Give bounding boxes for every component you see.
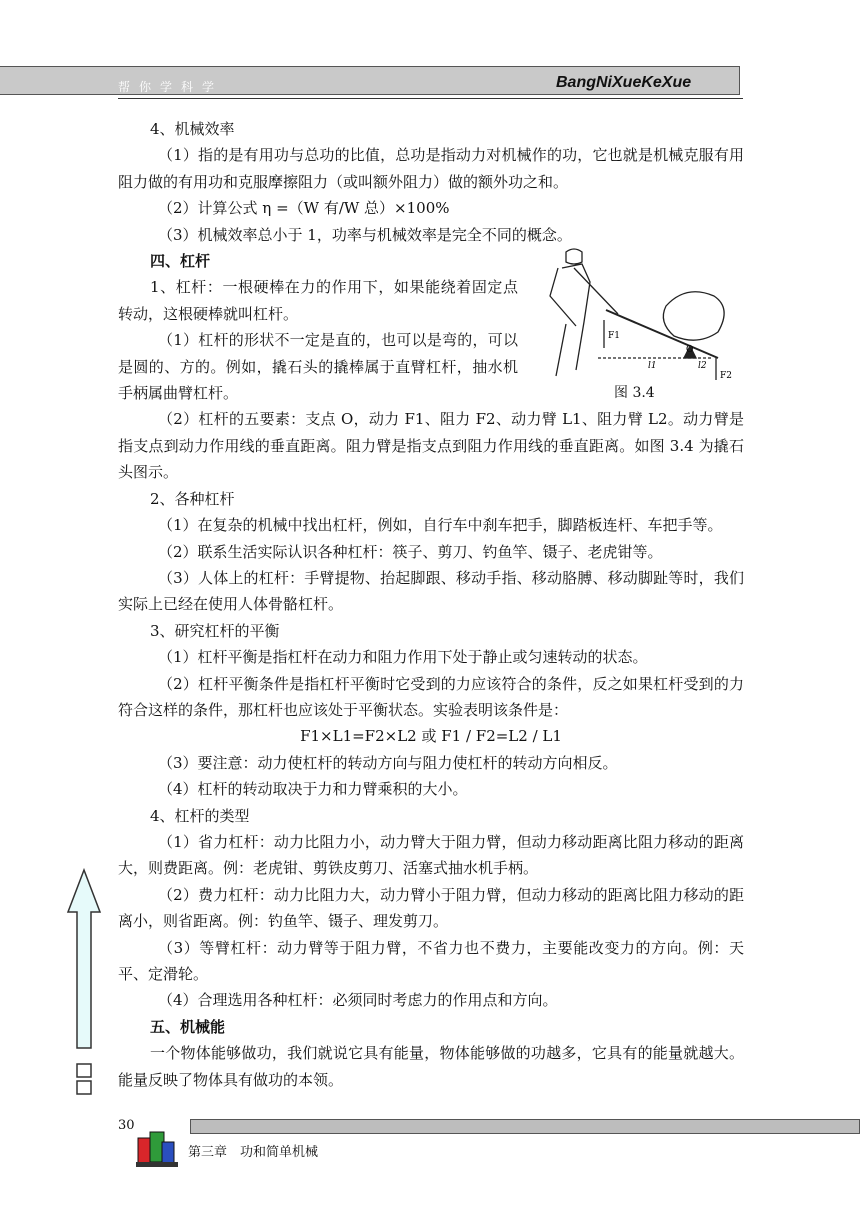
header-left-text: 帮你学科学	[118, 80, 224, 94]
person-figure	[550, 249, 618, 376]
label-o: O	[686, 345, 694, 355]
paragraph: （1）在复杂的机械中找出杠杆，例如，自行车中刹车把手，脚踏板连杆、车把手等。	[158, 516, 723, 535]
lever-bar	[606, 310, 718, 358]
page-number: 30	[118, 1118, 135, 1133]
section-heading-lever: 四、杠杆	[150, 252, 211, 271]
label-l2: l2	[698, 361, 707, 371]
book-logo-icon	[132, 1124, 182, 1170]
lever-figure	[528, 240, 746, 390]
paragraph: （4）杠杆的转动取决于力和力臂乘积的大小。	[158, 780, 468, 799]
section-heading-mechanical-energy: 五、机械能	[150, 1017, 226, 1036]
heading-various-levers: 2、各种杠杆	[150, 489, 235, 508]
paragraph: （3）要注意：动力使杠杆的转动方向与阻力使杠杆的转动方向相反。	[158, 753, 618, 772]
header-rule	[118, 98, 743, 99]
heading-efficiency: 4、机械效率	[150, 120, 235, 138]
paragraph: （3）等臂杠杆：动力臂等于阻力臂，不省力也不费力，主要能改变力的方向。例：天平、定滑轮。	[118, 938, 744, 983]
footer-band	[190, 1119, 860, 1134]
label-l1: l1	[648, 361, 657, 371]
paragraph: （1）杠杆平衡是指杠杆在动力和阻力作用下处于静止或匀速转动的状态。	[158, 648, 648, 667]
formula-efficiency: （2）计算公式 η =（W 有/W 总）×100%	[158, 199, 450, 218]
chapter-title: 第三章 功和简单机械	[188, 1145, 319, 1160]
paragraph: 1、杠杆：一根硬棒在力的作用下，如果能绕着固定点转动，这根硬棒就叫杠杆。	[118, 278, 518, 323]
heading-lever-balance: 3、研究杠杆的平衡	[150, 621, 280, 640]
paragraph: （1）省力杠杆：动力比阻力小，动力臂大于阻力臂，但动力移动距离比阻力移动的距离大，则费距离。例：老虎钳、剪铁皮剪刀、活塞式抽水机手柄。	[118, 832, 744, 878]
up-arrow-icon	[64, 868, 104, 1100]
paragraph: （2）费力杠杆：动力比阻力大，动力臂小于阻力臂，但动力移动的距离比阻力移动的距离小，则省距离。例：钓鱼竿、镊子、理发剪刀。	[118, 885, 744, 931]
figure-caption: 图 3.4	[614, 385, 655, 401]
paragraph: 一个物体能够做功，我们就说它具有能量，物体能够做的功越多，它具有的能量就越大。能量反映了物体具有做功的本领。	[118, 1044, 744, 1089]
paragraph: （2）杠杆平衡条件是指杠杆平衡时它受到的力应该符合的条件，反之如果杠杆受到的力符合这样的条件，那杠杆也应该处于平衡状态。实验表明该条件是：	[118, 674, 744, 719]
paragraph: （2）联系生活实际认识各种杠杆：筷子、剪刀、钓鱼竿、镊子、老虎钳等。	[158, 542, 663, 561]
label-f2: F2	[720, 371, 732, 381]
paragraph: （3）机械效率总小于 1，功率与机械效率是完全不同的概念。	[158, 225, 572, 244]
heading-lever-types: 4、杠杆的类型	[150, 806, 250, 825]
header-right-text: BangNiXueKeXue	[556, 74, 692, 91]
rock	[663, 292, 724, 340]
paragraph: （3）人体上的杠杆：手臂提物、抬起脚跟、移动手指、移动胳膊、移动脚趾等时，我们实际上已经在使用人体骨骼杠杆。	[118, 568, 744, 614]
formula-balance: F1×L1=F2×L2 或 F1 / F2=L2 / L1	[300, 727, 562, 746]
paragraph: （1）杠杆的形状不一定是直的，也可以是弯的，可以是圆的、方的。例如，撬石头的撬棒属于直臂杠杆，抽水机手柄属曲臂杠杆。	[118, 331, 518, 403]
label-f1: F1	[608, 331, 620, 341]
paragraph: （4）合理选用各种杠杆：必须同时考虑力的作用点和方向。	[158, 991, 558, 1010]
paragraph: （1）指的是有用功与总功的比值，总功是指动力对机械作的功，它也就是机械克服有用阻力做的有用功和克服摩擦阻力（或叫额外阻力）做的额外功之和。	[118, 146, 744, 191]
paragraph: （2）杠杆的五要素：支点 O，动力 F1、阻力 F2、动力臂 L1、阻力臂 L2。动力臂是指支点到动力作用线的垂直距离。阻力臂是指支点到阻力作用线的垂直距离。如图 3.4 为撬石头图示。	[118, 410, 744, 482]
